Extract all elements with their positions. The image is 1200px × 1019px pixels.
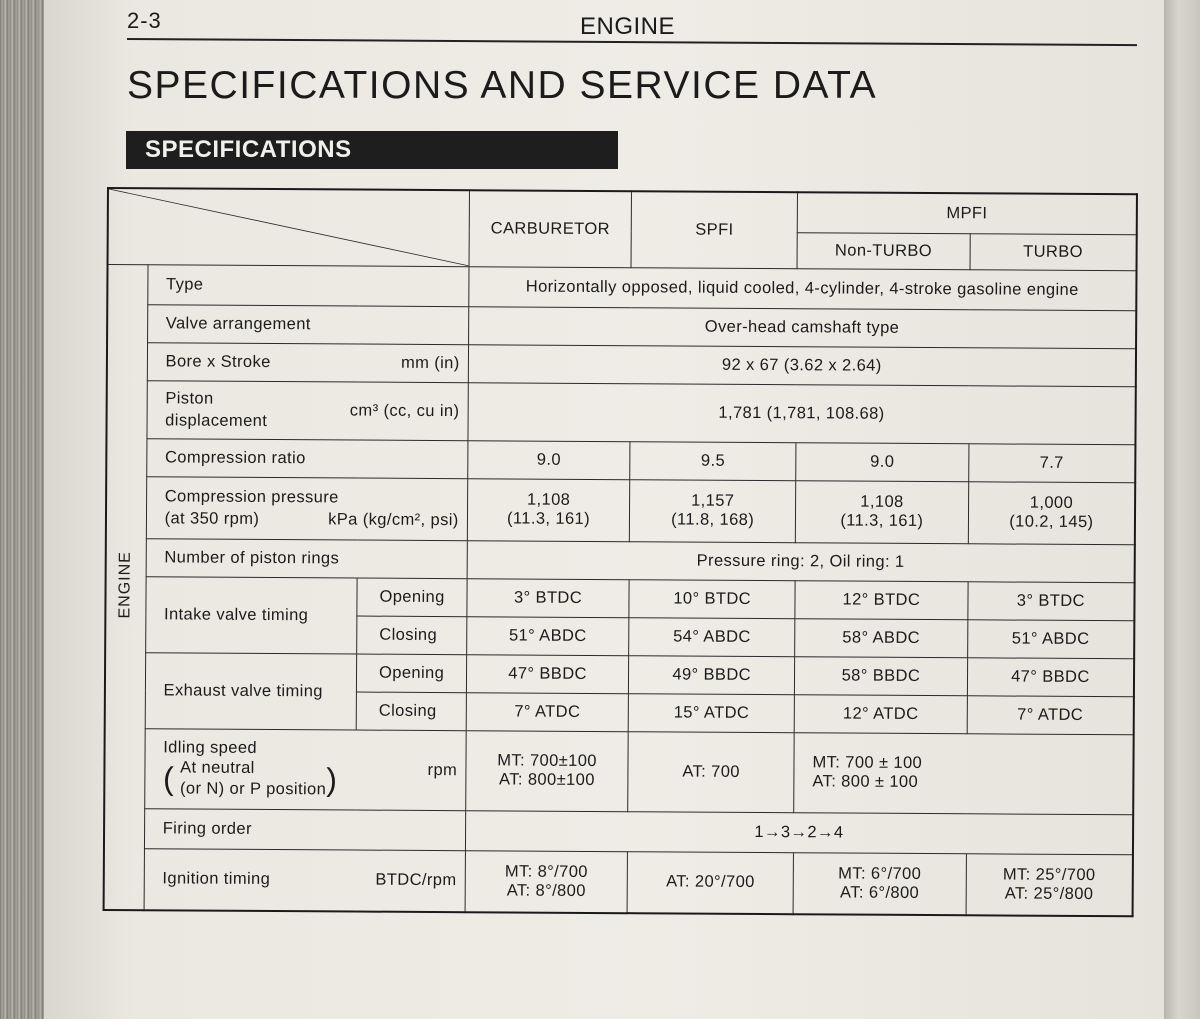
ignition-timing-text: Ignition timing [162,869,271,889]
idling-speed-carburetor [465,730,628,811]
col-spfi: SPFI [631,191,797,268]
compression-pressure-spfi [630,479,796,542]
compression-ratio-turbo: 7.7 [968,443,1135,482]
ignition-timing-unit: BTDC/rpm [375,870,457,890]
compression-pressure-text-2: (at 350 rpm) [164,509,260,528]
exhaust-closing-carburetor: 7° ATDC [466,692,629,731]
exhaust-opening-label: Opening [356,654,466,693]
bore-stroke-unit: mm (in) [400,353,460,372]
ign-turbo-2: AT: 25°/800 [1004,884,1094,903]
exhaust-closing-non-turbo: 12° ATDC [794,694,967,733]
idling-sub-1: At neutral [180,758,255,777]
ignition-timing-non-turbo [793,852,966,915]
idle-carb-2: AT: 800±100 [499,770,595,789]
valve-arrangement-value: Over-head camshaft type [468,306,1136,348]
displacement-unit: cm³ (cc, cu in) [349,400,460,420]
intake-opening-label: Opening [357,578,467,617]
exhaust-closing-label: Closing [356,692,466,731]
close-paren-icon: ) [326,760,338,797]
col-non-turbo: Non-TURBO [797,232,970,269]
cp-carb-2: (11.3, 161) [506,509,591,528]
ign-nt-2: AT: 6°/800 [839,883,920,902]
row-displacement [106,380,1135,444]
page-edge [1164,0,1200,1019]
idling-sub-2: (or N) or P position [179,778,327,798]
exhaust-opening-non-turbo: 58° BBDC [794,656,967,695]
idling-speed-label [144,728,466,810]
exhaust-valve-timing-label: Exhaust valve timing [145,652,357,729]
piston-rings-label: Number of piston rings [146,538,467,578]
intake-opening-carburetor: 3° BTDC [467,578,630,617]
firing-order-label: Firing order [144,808,465,850]
compression-pressure-carburetor [467,478,630,541]
page-title: SPECIFICATIONS AND SERVICE DATA [127,64,878,107]
header-diagonal-cell [108,188,470,266]
header-row-1 [108,188,1137,234]
intake-closing-label: Closing [357,616,467,655]
intake-closing-non-turbo: 58° ABDC [795,618,968,657]
compression-ratio-spfi: 9.5 [630,441,796,480]
row-valve-arrangement [107,304,1136,348]
engine-label: ENGINE [116,550,135,619]
type-value: Horizontally opposed, liquid cooled, 4-cylinder, 4-stroke gasoline engine [469,266,1137,310]
bore-stroke-value: 92 x 67 (3.62 x 2.64) [468,344,1136,386]
row-intake-opening [105,576,1134,620]
intake-closing-carburetor: 51° ABDC [466,616,629,655]
displacement-text-1: Piston [165,389,214,408]
row-piston-rings [106,538,1135,582]
specifications-table [103,187,1138,917]
col-carburetor: CARBURETOR [469,190,632,267]
section-heading: ENGINE [580,13,676,40]
row-compression-ratio [106,438,1135,482]
displacement-text-2: displacement [165,411,268,430]
ignition-timing-spfi: AT: 20°/700 [627,851,793,914]
row-compression-pressure [106,476,1135,544]
intake-closing-spfi: 54° ABDC [629,617,795,656]
ignition-timing-label [144,848,465,912]
row-idling-speed [104,728,1133,814]
valve-arrangement-label: Valve arrangement [147,304,468,344]
compression-pressure-non-turbo [795,480,968,543]
col-mpfi: MPFI [797,192,1137,234]
row-type [107,264,1136,310]
idle-carb-1: MT: 700±100 [497,751,597,771]
exhaust-opening-spfi: 49° BBDC [629,655,795,694]
row-exhaust-opening [105,652,1134,696]
compression-ratio-non-turbo: 9.0 [796,442,969,481]
exhaust-opening-carburetor: 47° BBDC [466,654,629,693]
page-number: 2-3 [127,8,162,33]
diagonal-line [109,189,469,266]
intake-opening-non-turbo: 12° BTDC [795,580,968,619]
idle-mpfi-1: MT: 700 ± 100 [812,753,923,772]
displacement-value: 1,781 (1,781, 108.68) [468,382,1136,444]
intake-valve-timing-label: Intake valve timing [145,576,357,653]
ign-nt-1: MT: 6°/700 [838,864,922,883]
cp-turbo-1: 1,000 [1029,493,1074,512]
ign-carb-2: AT: 8°/800 [506,881,586,900]
row-firing-order [104,808,1133,854]
cp-carb-1: 1,108 [526,490,571,509]
idling-speed-spfi: AT: 700 [628,731,794,812]
col-turbo: TURBO [970,233,1137,270]
exhaust-opening-turbo: 47° BBDC [967,657,1134,696]
intake-opening-spfi: 10° BTDC [629,579,795,618]
intake-closing-turbo: 51° ABDC [967,619,1134,658]
ignition-timing-turbo [966,853,1133,916]
cp-nt-2: (11.3, 161) [840,511,924,530]
bore-stroke-text: Bore x Stroke [165,351,271,371]
row-bore-stroke [107,342,1136,386]
cp-turbo-2: (10.2, 145) [1009,512,1094,532]
displacement-label [147,380,468,440]
open-paren-icon: ( [162,759,175,796]
idling-speed-text: Idling speed [163,738,258,757]
compression-pressure-unit: kPa (kg/cm², psi) [328,510,459,530]
intake-opening-turbo: 3° BTDC [968,581,1135,620]
engine-group-label [104,264,148,910]
exhaust-closing-spfi: 15° ATDC [629,693,795,732]
bore-stroke-label [147,342,468,382]
exhaust-closing-turbo: 7° ATDC [967,695,1134,734]
ignition-timing-carburetor [465,850,628,913]
compression-ratio-label: Compression ratio [146,438,467,478]
compression-ratio-carburetor: 9.0 [467,440,630,479]
type-label: Type [147,264,468,306]
idling-speed-unit: rpm [427,760,458,779]
cp-spfi-2: (11.8, 168) [671,510,755,529]
compression-pressure-turbo [968,481,1135,544]
ign-carb-1: MT: 8°/700 [504,862,588,881]
idle-mpfi-2: AT: 800 ± 100 [812,772,919,791]
cp-nt-1: 1,108 [860,492,904,511]
idling-speed-mpfi [794,732,1134,814]
piston-rings-value: Pressure ring: 2, Oil ring: 1 [467,540,1135,582]
compression-pressure-label [146,476,467,540]
row-ignition-timing [104,848,1133,916]
firing-order-value: 1→3→2→4 [465,810,1133,854]
ign-turbo-1: MT: 25°/700 [1002,865,1096,884]
specifications-banner: SPECIFICATIONS [126,131,618,169]
compression-pressure-text-1: Compression pressure [164,487,339,507]
cp-spfi-1: 1,157 [691,491,735,510]
